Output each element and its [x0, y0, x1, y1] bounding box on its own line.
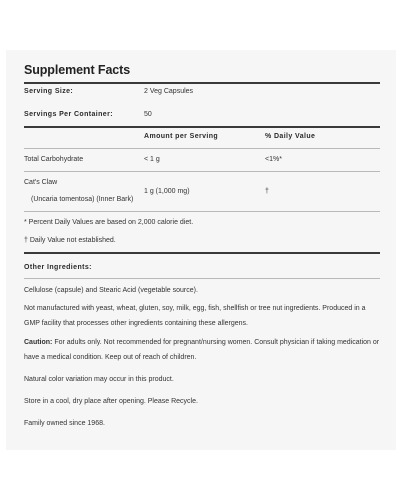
- title-divider: [24, 82, 380, 84]
- column-header-amount: Amount per Serving: [144, 133, 219, 140]
- footnote-daily-values: * Percent Daily Values are based on 2,000 calorie diet.: [24, 219, 194, 226]
- nutrient-amount: 1 g (1,000 mg): [144, 188, 190, 195]
- serving-size-value: 2 Veg Capsules: [144, 88, 194, 95]
- column-header-daily-value: % Daily Value: [265, 133, 316, 140]
- other-ingredients-heading: Other Ingredients:: [24, 264, 92, 271]
- nutrient-name: Cat's Claw: [24, 179, 58, 186]
- nutrient-subname: (Uncaria tomentosa) (Inner Bark): [31, 196, 134, 203]
- other-ingredients-text: Cellulose (capsule) and Stearic Acid (vegetable source).: [24, 287, 198, 294]
- caution-text: For adults only. Not recommended for pregnant/nursing women. Consult physician if taking medication or have a medical condition. Keep out of reach of children.: [24, 339, 380, 361]
- panel-title: Supplement Facts: [24, 63, 131, 77]
- nutrient-daily-value: <1%*: [265, 156, 282, 163]
- servings-per-container-label: Servings Per Container:: [24, 111, 113, 118]
- color-note: Natural color variation may occur in this product.: [24, 376, 174, 383]
- nutrient-amount: < 1 g: [144, 156, 160, 163]
- nutrient-name: Total Carbohydrate: [24, 156, 84, 163]
- row-divider: [24, 171, 380, 172]
- header-divider: [24, 126, 380, 128]
- family-note: Family owned since 1968.: [24, 420, 105, 427]
- serving-size-label: Serving Size:: [24, 88, 74, 95]
- allergen-note: Not manufactured with yeast, wheat, gluten, soy, milk, egg, fish, shellfish or tree nut ingredients. Produced in a GMP facility that processes other ingredients containing these allergens.: [24, 305, 366, 327]
- footnote-not-established: † Daily Value not established.: [24, 237, 116, 244]
- caution-label: Caution:: [24, 339, 53, 346]
- ingredients-divider: [24, 278, 380, 279]
- column-divider: [24, 148, 380, 149]
- footer-divider: [24, 252, 380, 254]
- row-divider: [24, 211, 380, 212]
- storage-note: Store in a cool, dry place after opening. Please Recycle.: [24, 398, 198, 405]
- nutrient-daily-value: †: [265, 188, 269, 195]
- supplement-facts-panel: [6, 50, 396, 450]
- servings-per-container-value: 50: [144, 111, 152, 118]
- caution-statement: [24, 336, 380, 365]
